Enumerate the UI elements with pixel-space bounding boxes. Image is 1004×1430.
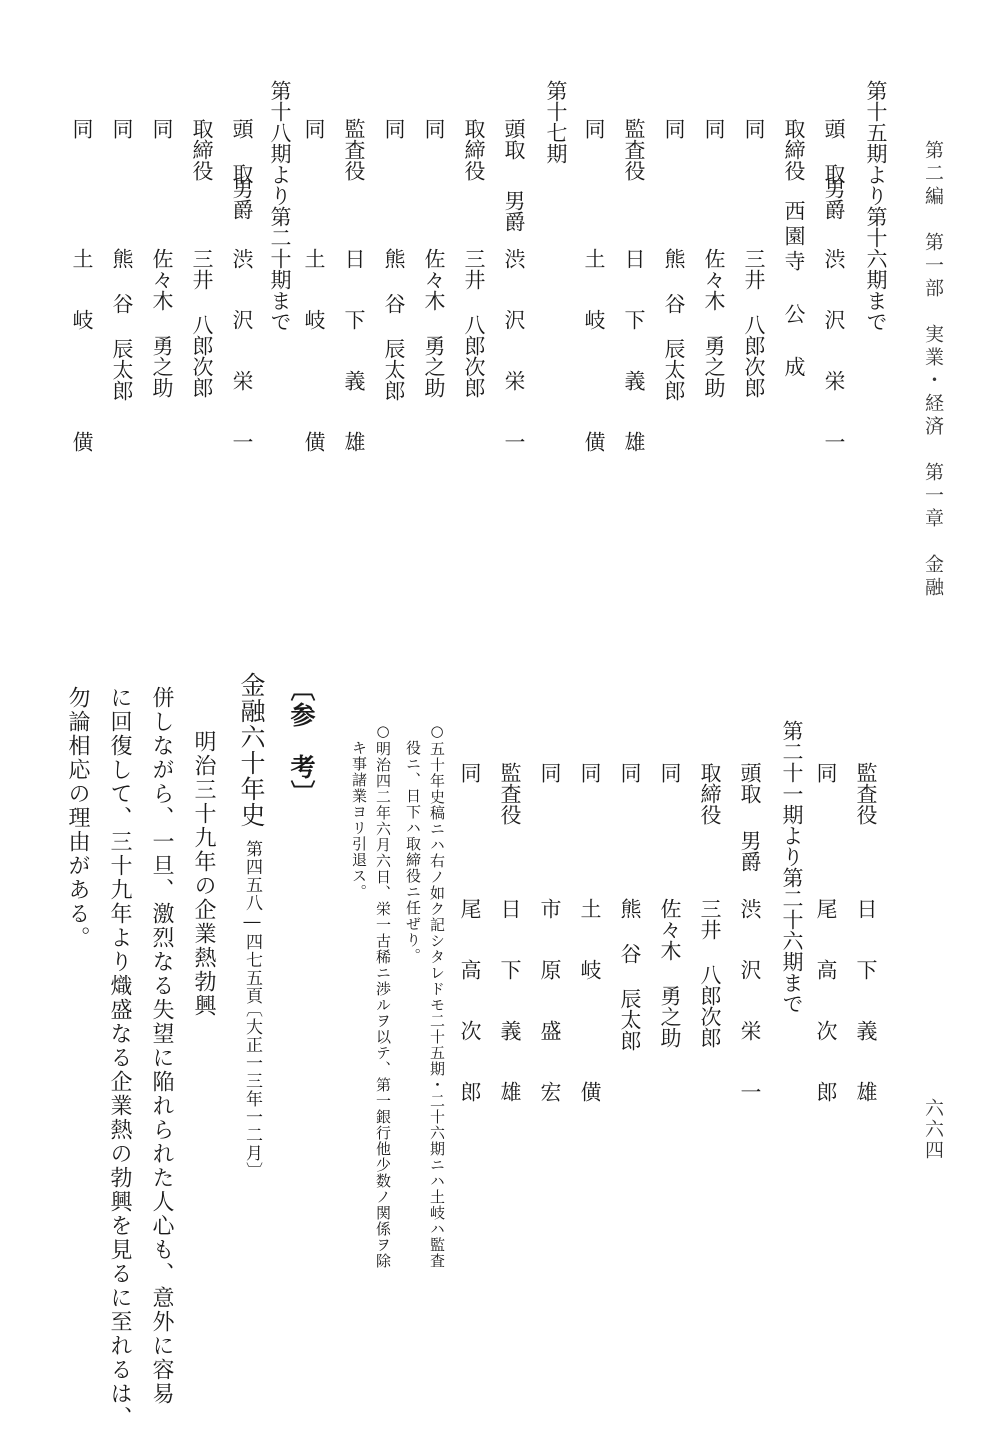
officer-name: 三井 八郎次郎	[742, 248, 766, 398]
period-heading-21-26: 第二十一期より第二十六期まで	[780, 720, 804, 1014]
role: 監査役	[498, 762, 522, 825]
role: 同	[422, 118, 446, 139]
role: 同	[110, 118, 134, 139]
role: 同	[70, 118, 94, 139]
role: 取締役	[698, 762, 722, 825]
role: 同	[538, 762, 562, 783]
noble-title: 男爵	[502, 190, 526, 232]
role: 同	[662, 118, 686, 139]
officer-name: 尾 高 次 郎	[814, 898, 838, 1110]
role: 監査役	[622, 118, 646, 181]
role: 同	[702, 118, 726, 139]
role: 頭取	[738, 762, 762, 804]
role: 同	[458, 762, 482, 783]
officer-name: 三井 八郎次郎	[462, 248, 486, 398]
officer-name: 熊 谷 辰太郎	[382, 248, 406, 401]
note-2-line-1: ○明治四二年六月六日、栄一古稀ニ渉ルヲ以テ、第一銀行他少数ノ関係ヲ除	[374, 722, 392, 1269]
officer-name: 渋 沢 栄 一	[230, 248, 254, 460]
officer-name: 佐々木 勇之助	[422, 248, 446, 398]
role: 同	[302, 118, 326, 139]
book-date: 〔大正一三年一二月〕	[242, 1000, 262, 1180]
officer-name: 尾 高 次 郎	[458, 898, 482, 1110]
officer-name: 土 岐 僙	[582, 248, 606, 460]
role: 頭取	[502, 118, 526, 160]
officer-name: 熊 谷 辰太郎	[110, 248, 134, 401]
period-heading-15-16: 第十五期より第十六期まで	[864, 80, 888, 332]
note-1-line-2: 役ニ、日下ハ取締役ニ任ぜり。	[404, 740, 422, 964]
role: 監査役	[342, 118, 366, 181]
body-line-2: に回復して、三十九年より熾盛なる企業熱の勃興を見るに至れるは、	[107, 686, 132, 1430]
officer-name: 日 下 義 雄	[342, 248, 366, 460]
role: 同	[658, 762, 682, 783]
role: 同	[618, 762, 642, 783]
book-pages: 第四五八―四七五頁	[242, 840, 262, 1005]
role: 同	[814, 762, 838, 783]
officer-name: 佐々木 勇之助	[702, 248, 726, 398]
officer-name: 佐々木 勇之助	[658, 898, 682, 1048]
role: 同	[582, 118, 606, 139]
officer-name: 渋 沢 栄 一	[738, 898, 762, 1110]
role: 取締役	[190, 118, 214, 181]
officer-name: 西園寺 公 成	[782, 200, 806, 381]
officer-name: 市 原 盛 宏	[538, 898, 562, 1110]
officer-name: 三井 八郎次郎	[698, 898, 722, 1048]
page-number: 六六四	[922, 1098, 944, 1161]
running-header: 第二編 第一部 実業・経済 第一章 金融	[922, 140, 944, 600]
note-1-line-1: ○五十年史稿ニハ右ノ如ク記シタレドモ二十五期・二十六期ニハ土岐ハ監査	[428, 722, 446, 1269]
officer-name: 熊 谷 辰太郎	[618, 898, 642, 1051]
role: 同	[578, 762, 602, 783]
officer-name: 日 下 義 雄	[622, 248, 646, 460]
body-line-3: 勿論相応の理由がある。	[65, 686, 90, 950]
officer-name: 佐々木 勇之助	[150, 248, 174, 398]
book-title: 金融六十年史	[237, 672, 266, 828]
officer-name: 土 岐 僙	[578, 898, 602, 1110]
role: 同	[150, 118, 174, 139]
officer-name: 土 岐 僙	[302, 248, 326, 460]
noble-title: 男爵	[822, 178, 846, 220]
noble-title: 男爵	[230, 178, 254, 220]
role: 同	[742, 118, 766, 139]
officer-name: 日 下 義 雄	[498, 898, 522, 1110]
role: 同	[382, 118, 406, 139]
period-heading-18-20: 第十八期より第二十期まで	[268, 80, 292, 332]
section-title: 明治三十九年の企業熱勃興	[191, 730, 216, 1018]
period-heading-17: 第十七期	[544, 80, 568, 164]
role: 取締役	[462, 118, 486, 181]
note-2-line-2: キ事諸業ヨリ引退ス。	[350, 740, 368, 900]
officer-name: 熊 谷 辰太郎	[662, 248, 686, 401]
officer-name: 土 岐 僙	[70, 248, 94, 460]
body-line-1: 併しながら、一旦、激烈なる失望に陥れられた人心も、意外に容易	[149, 686, 174, 1406]
role: 頭 取	[822, 118, 846, 184]
officer-name: 渋 沢 栄 一	[822, 248, 846, 460]
officer-name: 三井 八郎次郎	[190, 248, 214, 398]
officer-name: 渋 沢 栄 一	[502, 248, 526, 460]
officer-name: 日 下 義 雄	[854, 898, 878, 1110]
noble-title: 男爵	[738, 830, 762, 872]
role: 監査役	[854, 762, 878, 825]
reference-label: 〔参 考〕	[287, 676, 316, 806]
role: 取締役	[782, 118, 806, 181]
role: 頭 取	[230, 118, 254, 184]
